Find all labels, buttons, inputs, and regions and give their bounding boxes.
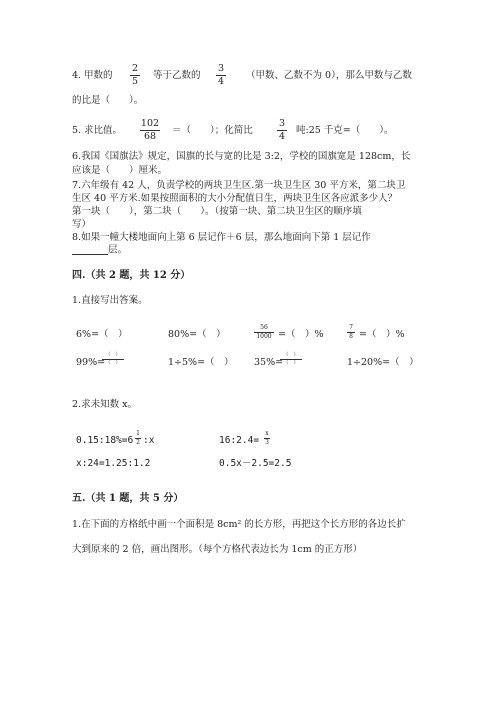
q4-text-1: 甲数的 xyxy=(84,70,113,81)
eq2-frac-denominator: 3 xyxy=(265,439,269,446)
q5-frac1-denominator: 68 xyxy=(143,130,157,142)
calc-7-8-fraction xyxy=(347,325,355,340)
q4-fraction-2-5 xyxy=(130,64,140,86)
calc-1-div-5-percent: 1÷5%=（ ） xyxy=(168,357,234,368)
q4-frac2-numerator: 3 xyxy=(217,63,225,74)
calc-99-percent-fraction xyxy=(102,353,124,366)
frac-7-numerator: 7 xyxy=(349,324,353,331)
frac-8-denominator: 8 xyxy=(349,333,353,340)
q7-line-4: 写） xyxy=(72,219,92,230)
eq1-frac-numerator: 1 xyxy=(136,430,140,437)
q6-line-1: 6.我国《国旗法》规定，国旗的长与宽的比是 3:2，学校的国旗宽是 128cm，长 xyxy=(72,151,411,162)
q5-frac2-numerator: 3 xyxy=(278,118,286,129)
section5-line-1: 1.在下面的方格纸中画一个面积是 8cm² 的长方形，再把这个长方形的各边长扩 xyxy=(72,519,406,530)
q4-text-2: 等于乙数的 xyxy=(153,70,201,81)
frac-1000-denominator: 1000 xyxy=(256,333,272,340)
eq2-frac-numerator: x xyxy=(265,430,269,437)
q4-text-3: （甲数、乙数不为 0），那么甲数与乙数 xyxy=(246,70,412,81)
q4-number: 4. xyxy=(72,70,82,81)
equation-2 xyxy=(219,436,259,446)
eq1-frac-denominator: 2 xyxy=(136,439,140,446)
equation-3: x:24=1.25:1.2 xyxy=(76,458,151,469)
q7-line-3: 第一块（ ），第二块（ ）。（按第一块、第二块卫生区的顺序填 xyxy=(72,206,362,217)
calc-1-div-20-percent: 1÷20%=（ ） xyxy=(347,357,419,368)
q8-answer-blank[interactable] xyxy=(72,245,108,255)
calc-7-8-tail: =（ ）% xyxy=(359,329,405,340)
q5-text-3: 吨:25 千克=（ ）。 xyxy=(296,125,394,136)
q4-line-2: 的比是（ ）。 xyxy=(72,95,144,106)
q6-line-2: 应该是（ ）厘米。 xyxy=(72,165,168,176)
q7-line-1: 7.六年级有 42 人，负责学校的两块卫生区.第一块卫生区 30 平方米，第二块卫 xyxy=(72,180,406,191)
section4-q1-label: 1.直接写出答案。 xyxy=(72,295,148,306)
eq2-pre: 16:2.4= xyxy=(219,435,260,446)
calc-56-1000-tail: =（ ）% xyxy=(278,329,324,340)
calc-99-percent-pre: 99%= xyxy=(76,357,106,368)
section4-title: 四.（共 2 题，共 12 分） xyxy=(72,270,191,281)
equation-1 xyxy=(76,436,133,446)
eq1-fraction-1-2 xyxy=(135,431,141,446)
q5-frac1-numerator: 102 xyxy=(140,118,160,129)
q4-frac2-denominator: 4 xyxy=(217,75,225,87)
q7-line-2: 生区 40 平方米.如果按照面积的大小分配值日生，两块卫生区各应派多少人？ xyxy=(72,193,398,204)
section4-q2-label: 2.求未知数 x。 xyxy=(72,399,137,410)
q4-frac1-denominator: 5 xyxy=(131,75,139,87)
q5-number: 5. xyxy=(72,125,82,136)
calc-80-percent: 80%=（ ） xyxy=(168,329,226,340)
equation-4: 0.5x－2.5=2.5 xyxy=(219,458,292,469)
eq1-post: :x xyxy=(143,435,155,446)
frac-35-denominator: （ ） xyxy=(283,360,299,366)
frac-56-numerator: 56 xyxy=(260,324,268,331)
q5-fraction-102-68 xyxy=(140,119,160,141)
section5-line-2: 大到原来的 2 倍，画出图形。（每个方格代表边长为 1cm 的正方形） xyxy=(72,544,363,555)
calc-35-percent-fraction xyxy=(280,353,302,366)
q8-line-1: 8.如果一幢大楼地面向上第 6 层记作＋6 层，那么地面向下第 1 层记作 xyxy=(72,232,371,243)
calc-6-percent: 6%=（ ） xyxy=(76,329,128,340)
q4-frac1-numerator: 2 xyxy=(131,63,139,74)
q4-fraction-3-4 xyxy=(216,64,226,86)
q5-text-1: 求比值。 xyxy=(84,125,123,136)
eq2-fraction-x-3 xyxy=(264,431,270,446)
q5-frac2-denominator: 4 xyxy=(278,130,286,142)
frac-99-denominator: （ ） xyxy=(105,360,121,366)
q8-line-2 xyxy=(72,245,127,255)
frac-35-numerator: （ ） xyxy=(283,352,299,358)
section5-title: 五.（共 1 题，共 5 分） xyxy=(72,493,184,504)
q5-fraction-3-4 xyxy=(277,119,287,141)
q5-text-2: ＝（ ）；化简比 xyxy=(172,125,253,136)
frac-99-numerator: （ ） xyxy=(105,352,121,358)
q8-tail: 层。 xyxy=(108,244,128,256)
calc-56-1000-fraction xyxy=(254,325,274,340)
eq1-pre: 0.15:18%=6 xyxy=(76,435,134,446)
calc-35-percent-pre: 35%= xyxy=(254,357,284,368)
